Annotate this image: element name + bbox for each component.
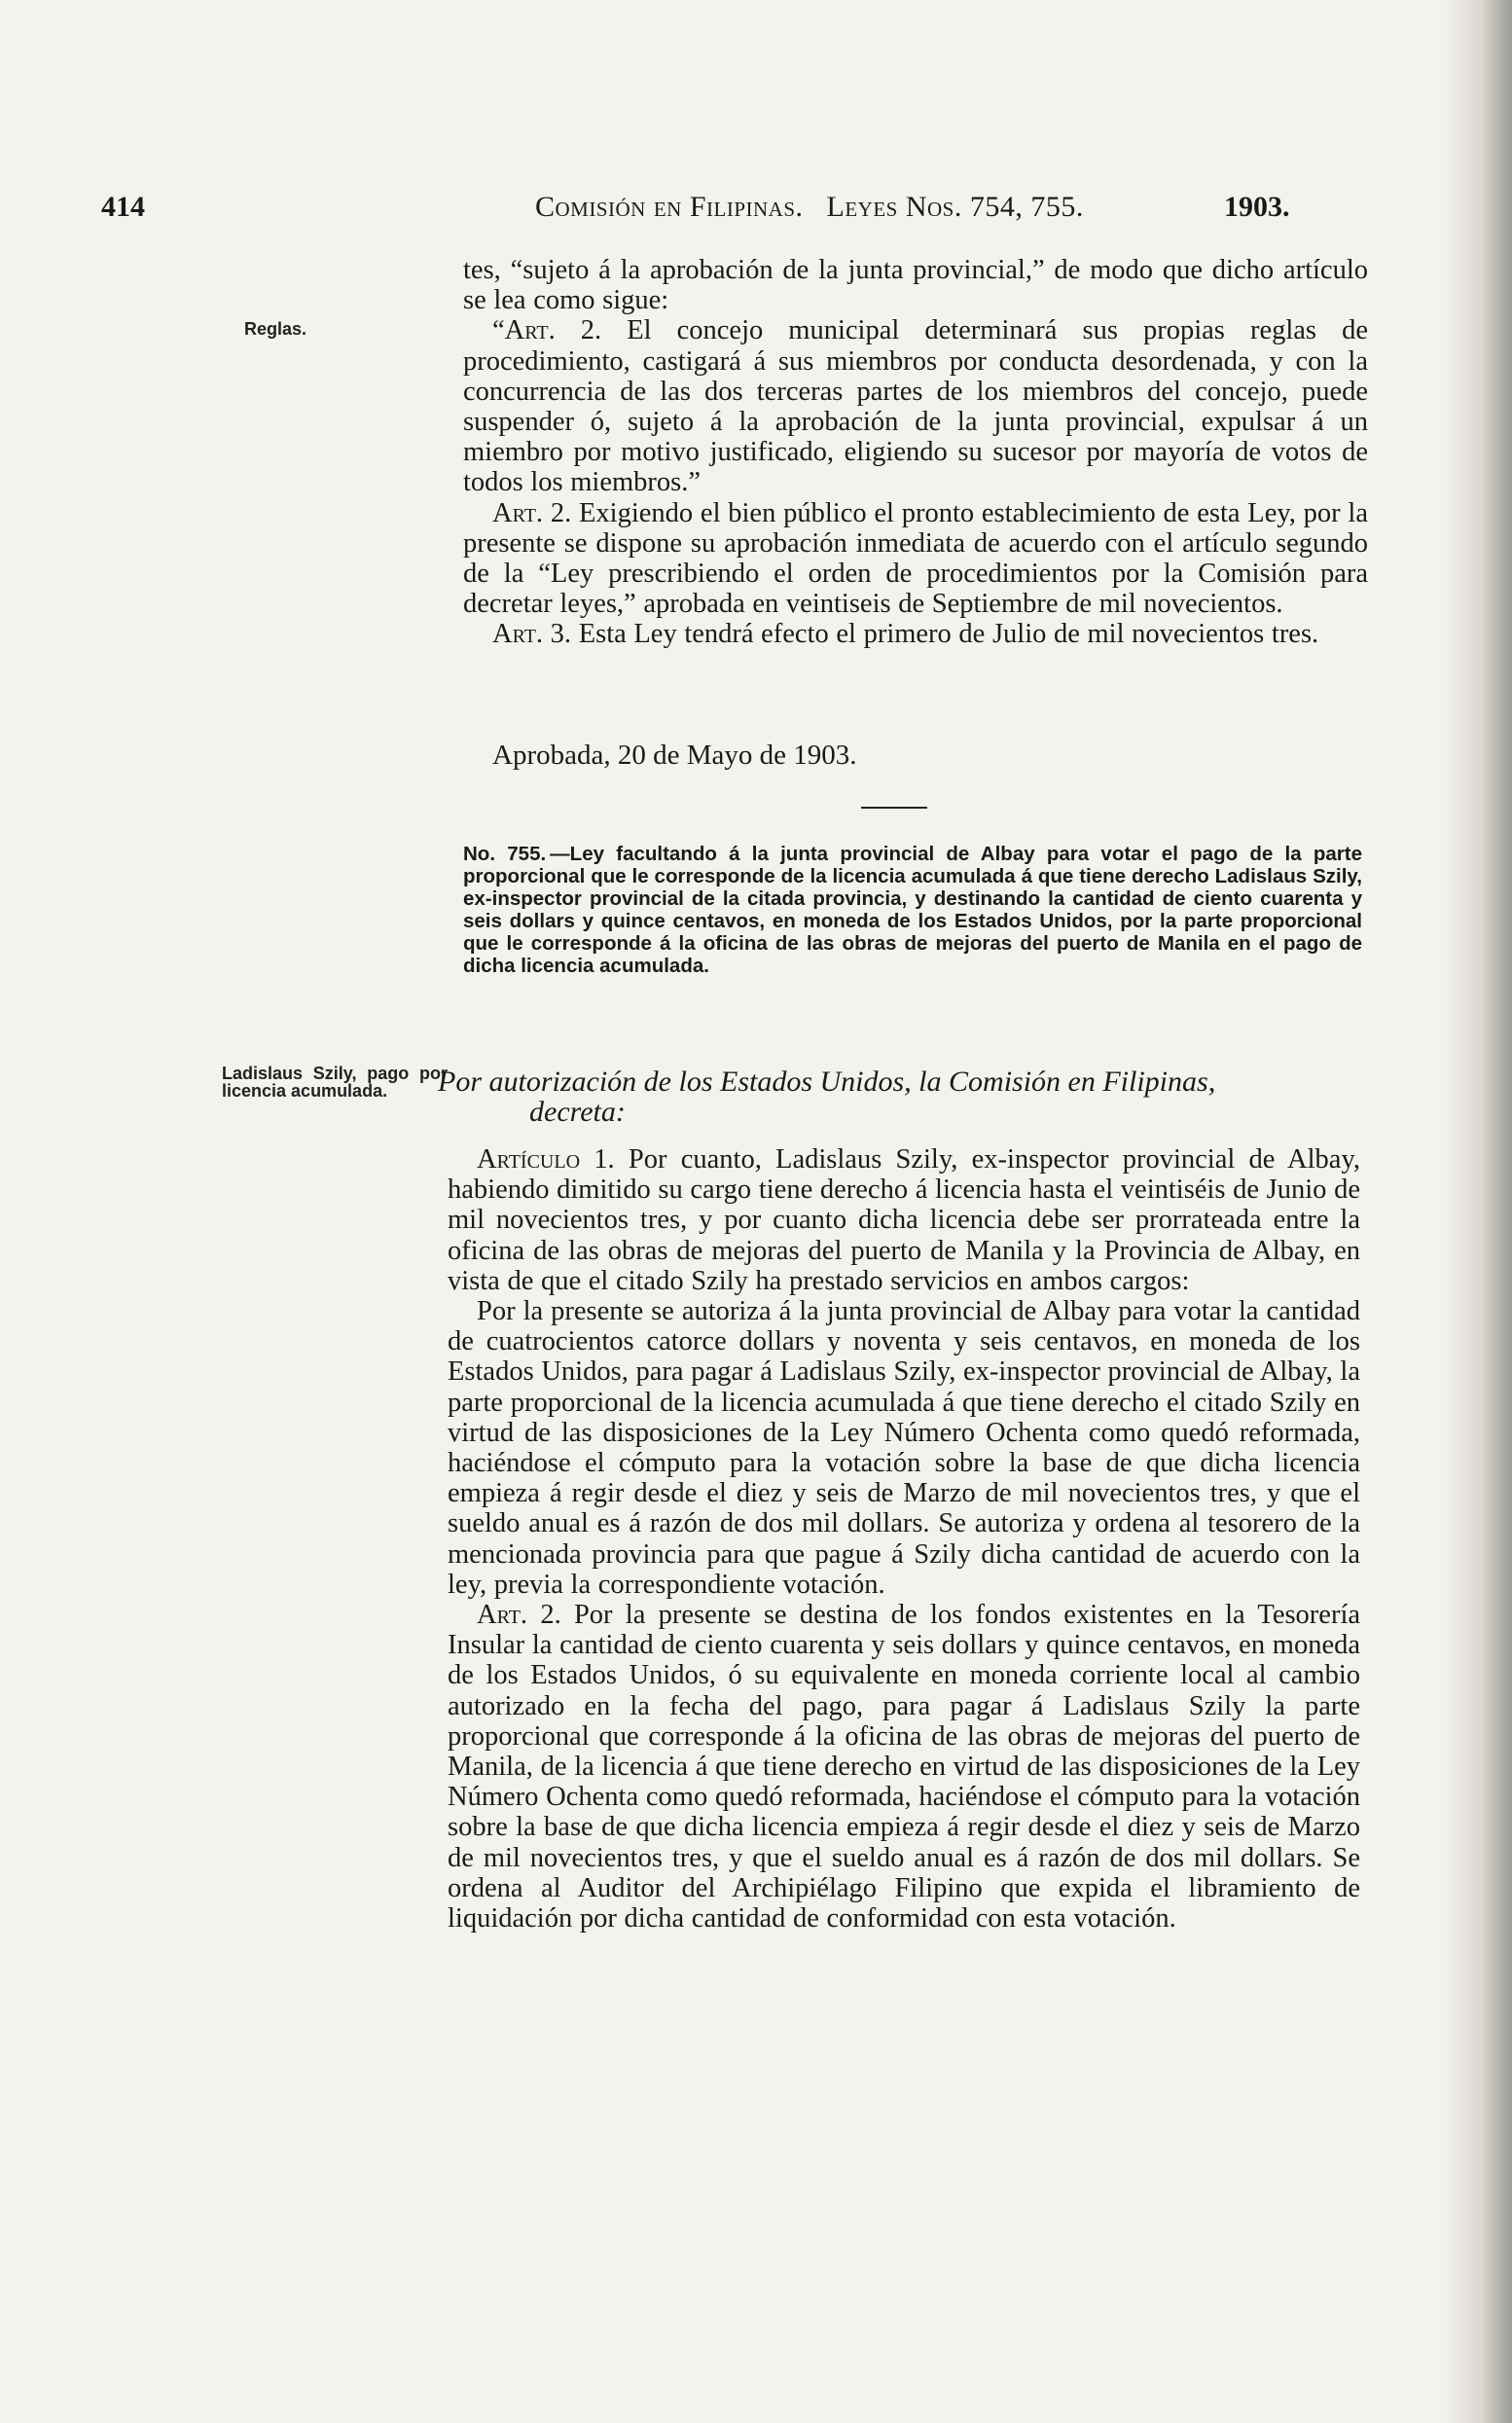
running-head-commission: Comisión en Filipinas.: [535, 191, 804, 223]
page-header: [101, 191, 1317, 230]
paragraph: Art. 3. Esta Ley tendrá efecto el primero de Julio de mil novecientos tres.: [492, 619, 1319, 650]
enacting-clause: [438, 1067, 1362, 1127]
paragraph: Por la presente se autoriza á la junta provincial de Albay para votar la cantidad de cuatrocientos catorce dollars y noventa y seis centavos, en moneda de los Estados Unidos, para pagar á Ladislaus Szily, ex-inspector provincial de Albay, la parte proporcional de la licencia acumulada á que tiene derecho el citado Szily en virtud de las disposiciones de la Ley Número Ochenta como quedó reformada, haciéndose el cómputo para la votación sobre la base de que dicha licencia empieza á regir desde el diez y seis de Marzo de mil novecientos tres, y que el sueldo anual es á razón de dos mil dollars. Se autoriza y ordena al tesorero de la mencionada provincia para que pague á Szily dicha cantidad de acuerdo con la ley, previa la correspondiente votación.: [448, 1296, 1360, 1600]
paragraph: Artículo 1. Por cuanto, Ladislaus Szily, ex-inspector provincial de Albay, habiendo dimitido su cargo tiene derecho á licencia hasta el veintiséis de Junio de mil novecientos tres, y por cuanto dicha licencia debe ser prorrateada entre la oficina de las obras de mejoras del puerto de Manila y la Provincia de Albay, en vista de que el citado Szily ha prestado servicios en ambos cargos:: [448, 1144, 1360, 1296]
running-head-laws: Leyes Nos. 754, 755.: [826, 191, 1084, 223]
section-divider: [861, 807, 927, 809]
paragraph: tes, “sujeto á la aprobación de la junta provincial,” de modo que dicho artículo se lea como sigue:: [463, 255, 1368, 316]
law-755-heading: [463, 843, 1362, 977]
page-number: 414: [101, 191, 145, 223]
law-755-body: [448, 1144, 1360, 1934]
margin-note-szily: Ladislaus Szily, pago por licencia acumulada.: [222, 1064, 448, 1101]
enacting-line: Por autorización de los Estados Unidos, la Comisión en Filipinas,: [438, 1066, 1216, 1098]
enacting-decreta: decreta:: [529, 1096, 626, 1128]
running-head: [535, 191, 1084, 224]
law-number: No. 755.: [463, 843, 547, 865]
running-head-year: 1903.: [1224, 191, 1290, 223]
law-754-continuation: [463, 255, 1368, 650]
page-edge-shadow: [1444, 0, 1512, 2423]
margin-note-reglas: Reglas.: [244, 319, 307, 339]
paragraph: Art. 2. Exigiendo el bien público el pronto establecimiento de esta Ley, por la presente se dispone su aprobación inmediata de acuerdo con el artículo segundo de la “Ley prescribiendo el orden de procedimientos por la Comisión para decretar leyes,” aprobada en veintiseis de Septiembre de mil novecientos.: [463, 497, 1368, 620]
paragraph: “Art. 2. El concejo municipal determinará sus propias reglas de procedimiento, castigará á sus miembros por conducta desordenada, y con la concurrencia de las dos terceras partes de los miembros del concejo, puede suspender ó, sujeto á la aprobación de la junta provincial, expulsar á un miembro por motivo justificado, eligiendo su sucesor por mayoría de votos de todos los miembros.”: [463, 315, 1368, 498]
law-title: —Ley facultando á la junta provincial de Albay para votar el pago de la parte proporcional que le corresponde de la licencia acumulada á que tiene derecho Ladislaus Szily, ex-inspector provincial de la citada provincia, y destinando la cantidad de ciento cuarenta y seis dollars y quince centavos, en moneda de los Estados Unidos, por la parte proporcional que le corresponde á la oficina de las obras de mejoras del puerto de Manila en el pago de dicha licencia acumulada.: [463, 843, 1362, 977]
approval-date: Aprobada, 20 de Mayo de 1903.: [492, 740, 857, 771]
paragraph: Art. 2. Por la presente se destina de los fondos existentes en la Tesorería Insular la cantidad de ciento cuarenta y seis dollars y quince centavos, en moneda de los Estados Unidos, ó su equivalente en moneda corriente local al cambio autorizado en la fecha del pago, para pagar á Ladislaus Szily la parte proporcional que corresponde á la oficina de las obras de mejoras del puerto de Manila, de la licencia á que tiene derecho en virtud de las disposiciones de la Ley Número Ochenta como quedó reformada, haciéndose el cómputo para la votación sobre la base de que dicha licencia empieza á regir desde el diez y seis de Marzo de mil novecientos tres, y que el sueldo anual es á razón de dos mil dollars. Se ordena al Auditor del Archipiélago Filipino que expida el libramiento de liquidación por dicha cantidad de conformidad con esta votación.: [448, 1600, 1361, 1935]
